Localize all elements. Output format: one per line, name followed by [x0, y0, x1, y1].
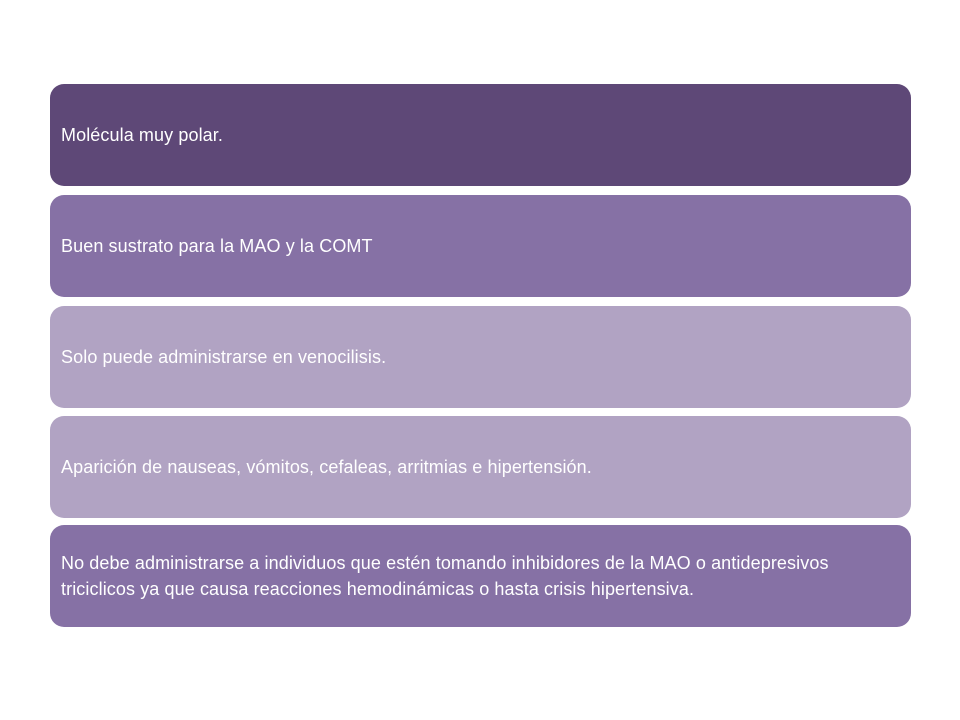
- list-block-1: [50, 84, 911, 186]
- list-block-text: Molécula muy polar.: [61, 125, 223, 145]
- list-block-text: No debe administrarse a individuos que estén tomando inhibidores de la MAO o antidepresivos triciclicos ya que causa reacciones hemodinámicas o hasta crisis hipertensiva.: [61, 553, 829, 599]
- list-block-5: [50, 525, 911, 627]
- list-block-2: [50, 195, 911, 297]
- list-block-text: Aparición de nauseas, vómitos, cefaleas, arritmias e hipertensión.: [61, 457, 592, 477]
- list-block-text: Buen sustrato para la MAO y la COMT: [61, 236, 373, 256]
- list-block-4: [50, 416, 911, 518]
- list-block-text: Solo puede administrarse en venocilisis.: [61, 347, 387, 367]
- list-block-3: [50, 306, 911, 408]
